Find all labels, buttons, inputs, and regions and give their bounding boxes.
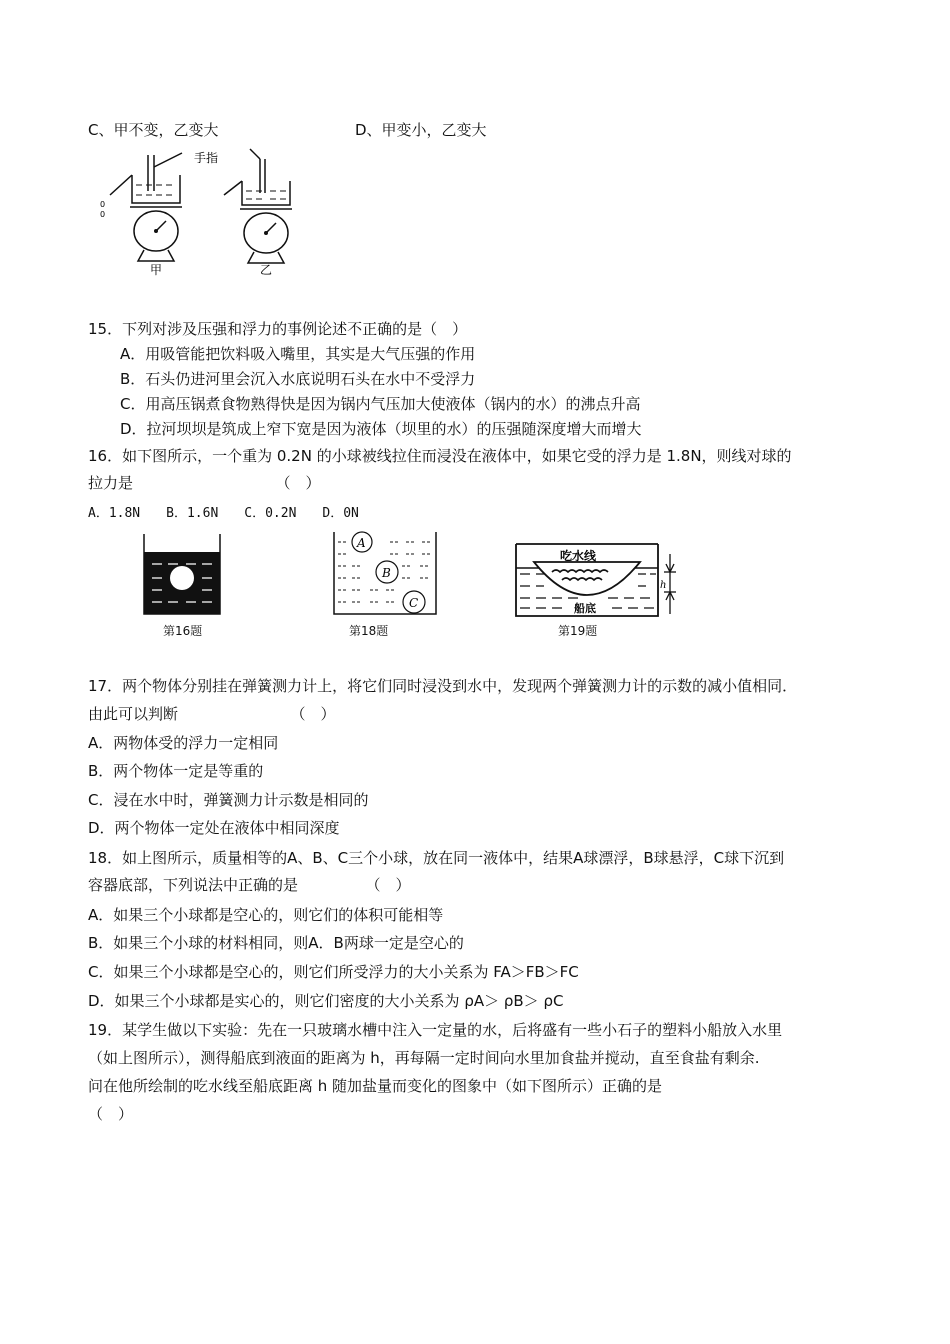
h-label: h — [660, 580, 667, 591]
q14-figure-scales — [100, 145, 310, 280]
q17-stem-line1: 17．两个物体分别挂在弹簧测力计上，将它们同时浸没到水中，发现两个弹簧测力计的示数的减小值相同． — [88, 677, 798, 695]
q15-option-d: D．拉河坝坝是筑成上窄下宽是因为液体（坝里的水）的压强随深度增大而增大 — [120, 420, 642, 438]
q14-option-d: D、甲变小，乙变大 — [355, 121, 487, 139]
q17-option-d: D．两个物体一定处在液体中相同深度 — [88, 819, 340, 837]
q19-stem-line3: 问在他所绘制的吃水线至船底距离 h 随加盐量而变化的图象中（如下图所示）正确的是 — [88, 1077, 663, 1095]
q15-stem: 15．下列对涉及压强和浮力的事例论述不正确的是（ ） — [88, 320, 468, 338]
boat-bottom-label: 船底 — [574, 602, 596, 615]
q16-options: A．1.8N B．1.6N C．0.2N D．0N — [88, 506, 359, 521]
figure-18-caption: 第18题 — [349, 624, 389, 638]
q15-option-c: C．用高压锅煮食物熟得快是因为锅内气压加大使液体（锅内的水）的沸点升高 — [120, 395, 641, 413]
figure-19-boat-tank — [512, 538, 682, 620]
q18-option-b: B．如果三个小球的材料相同，则A．B两球一定是空心的 — [88, 934, 464, 952]
q18-option-c: C．如果三个小球都是空心的，则它们所受浮力的大小关系为 FA＞FB＞FC — [88, 963, 579, 981]
q18-stem-line1: 18．如上图所示，质量相等的A、B、C三个小球，放在同一液体中，结果A球漂浮，B球悬浮，C球下沉到 — [88, 849, 785, 867]
zero-mark-1: 0 — [100, 200, 106, 209]
q18-stem-line2: 容器底部，下列说法中正确的是 （ ） — [88, 876, 411, 894]
q18-option-a: A．如果三个小球都是空心的，则它们的体积可能相等 — [88, 906, 444, 924]
ball-a-label: A — [357, 536, 366, 550]
figure-16-container — [138, 532, 228, 616]
ball-c-label: C — [409, 596, 419, 610]
finger-label: 手指 — [194, 151, 219, 165]
q16-stem-line2: 拉力是 （ ） — [88, 474, 321, 492]
q18-option-d: D．如果三个小球都是实心的，则它们密度的大小关系为 ρA＞ ρB＞ ρC — [88, 992, 564, 1010]
label-yi: 乙 — [260, 263, 273, 277]
q15-option-b: B．石头仍进河里会沉入水底说明石头在水中不受浮力 — [120, 370, 476, 388]
figure-19-caption: 第19题 — [558, 624, 598, 638]
q17-option-a: A．两物体受的浮力一定相同 — [88, 734, 279, 752]
q16-stem-line1: 16．如下图所示，一个重为 0.2N 的小球被线拉住而浸没在液体中，如果它受的浮力是 1.8N，则线对球的 — [88, 447, 792, 465]
ball-b-label: B — [382, 566, 391, 580]
q19-stem-line2: （如上图所示），测得船底到液面的距离为 h，再每隔一定时间向水里加食盐并搅动，直至食盐有剩余. — [88, 1049, 760, 1067]
figure-16-caption: 第16题 — [163, 624, 203, 638]
waterline-label: 吃水线 — [560, 549, 597, 563]
q15-option-a: A．用吸管能把饮料吸入嘴里，其实是大气压强的作用 — [120, 345, 476, 363]
figure-18-container — [330, 530, 440, 616]
label-jia: 甲 — [150, 263, 163, 277]
q17-option-b: B．两个物体一定是等重的 — [88, 762, 264, 780]
q14-option-c: C、甲不变，乙变大 — [88, 121, 219, 139]
zero-mark-2: 0 — [100, 210, 106, 219]
q19-stem-line4: （ ） — [88, 1105, 134, 1123]
q17-option-c: C．浸在水中时，弹簧测力计示数是相同的 — [88, 791, 369, 809]
q19-stem-line1: 19．某学生做以下实验：先在一只玻璃水槽中注入一定量的水，后将盛有一些小石子的塑料小船放入水里 — [88, 1021, 783, 1039]
q17-stem-line2: 由此可以判断 （ ） — [88, 705, 336, 723]
